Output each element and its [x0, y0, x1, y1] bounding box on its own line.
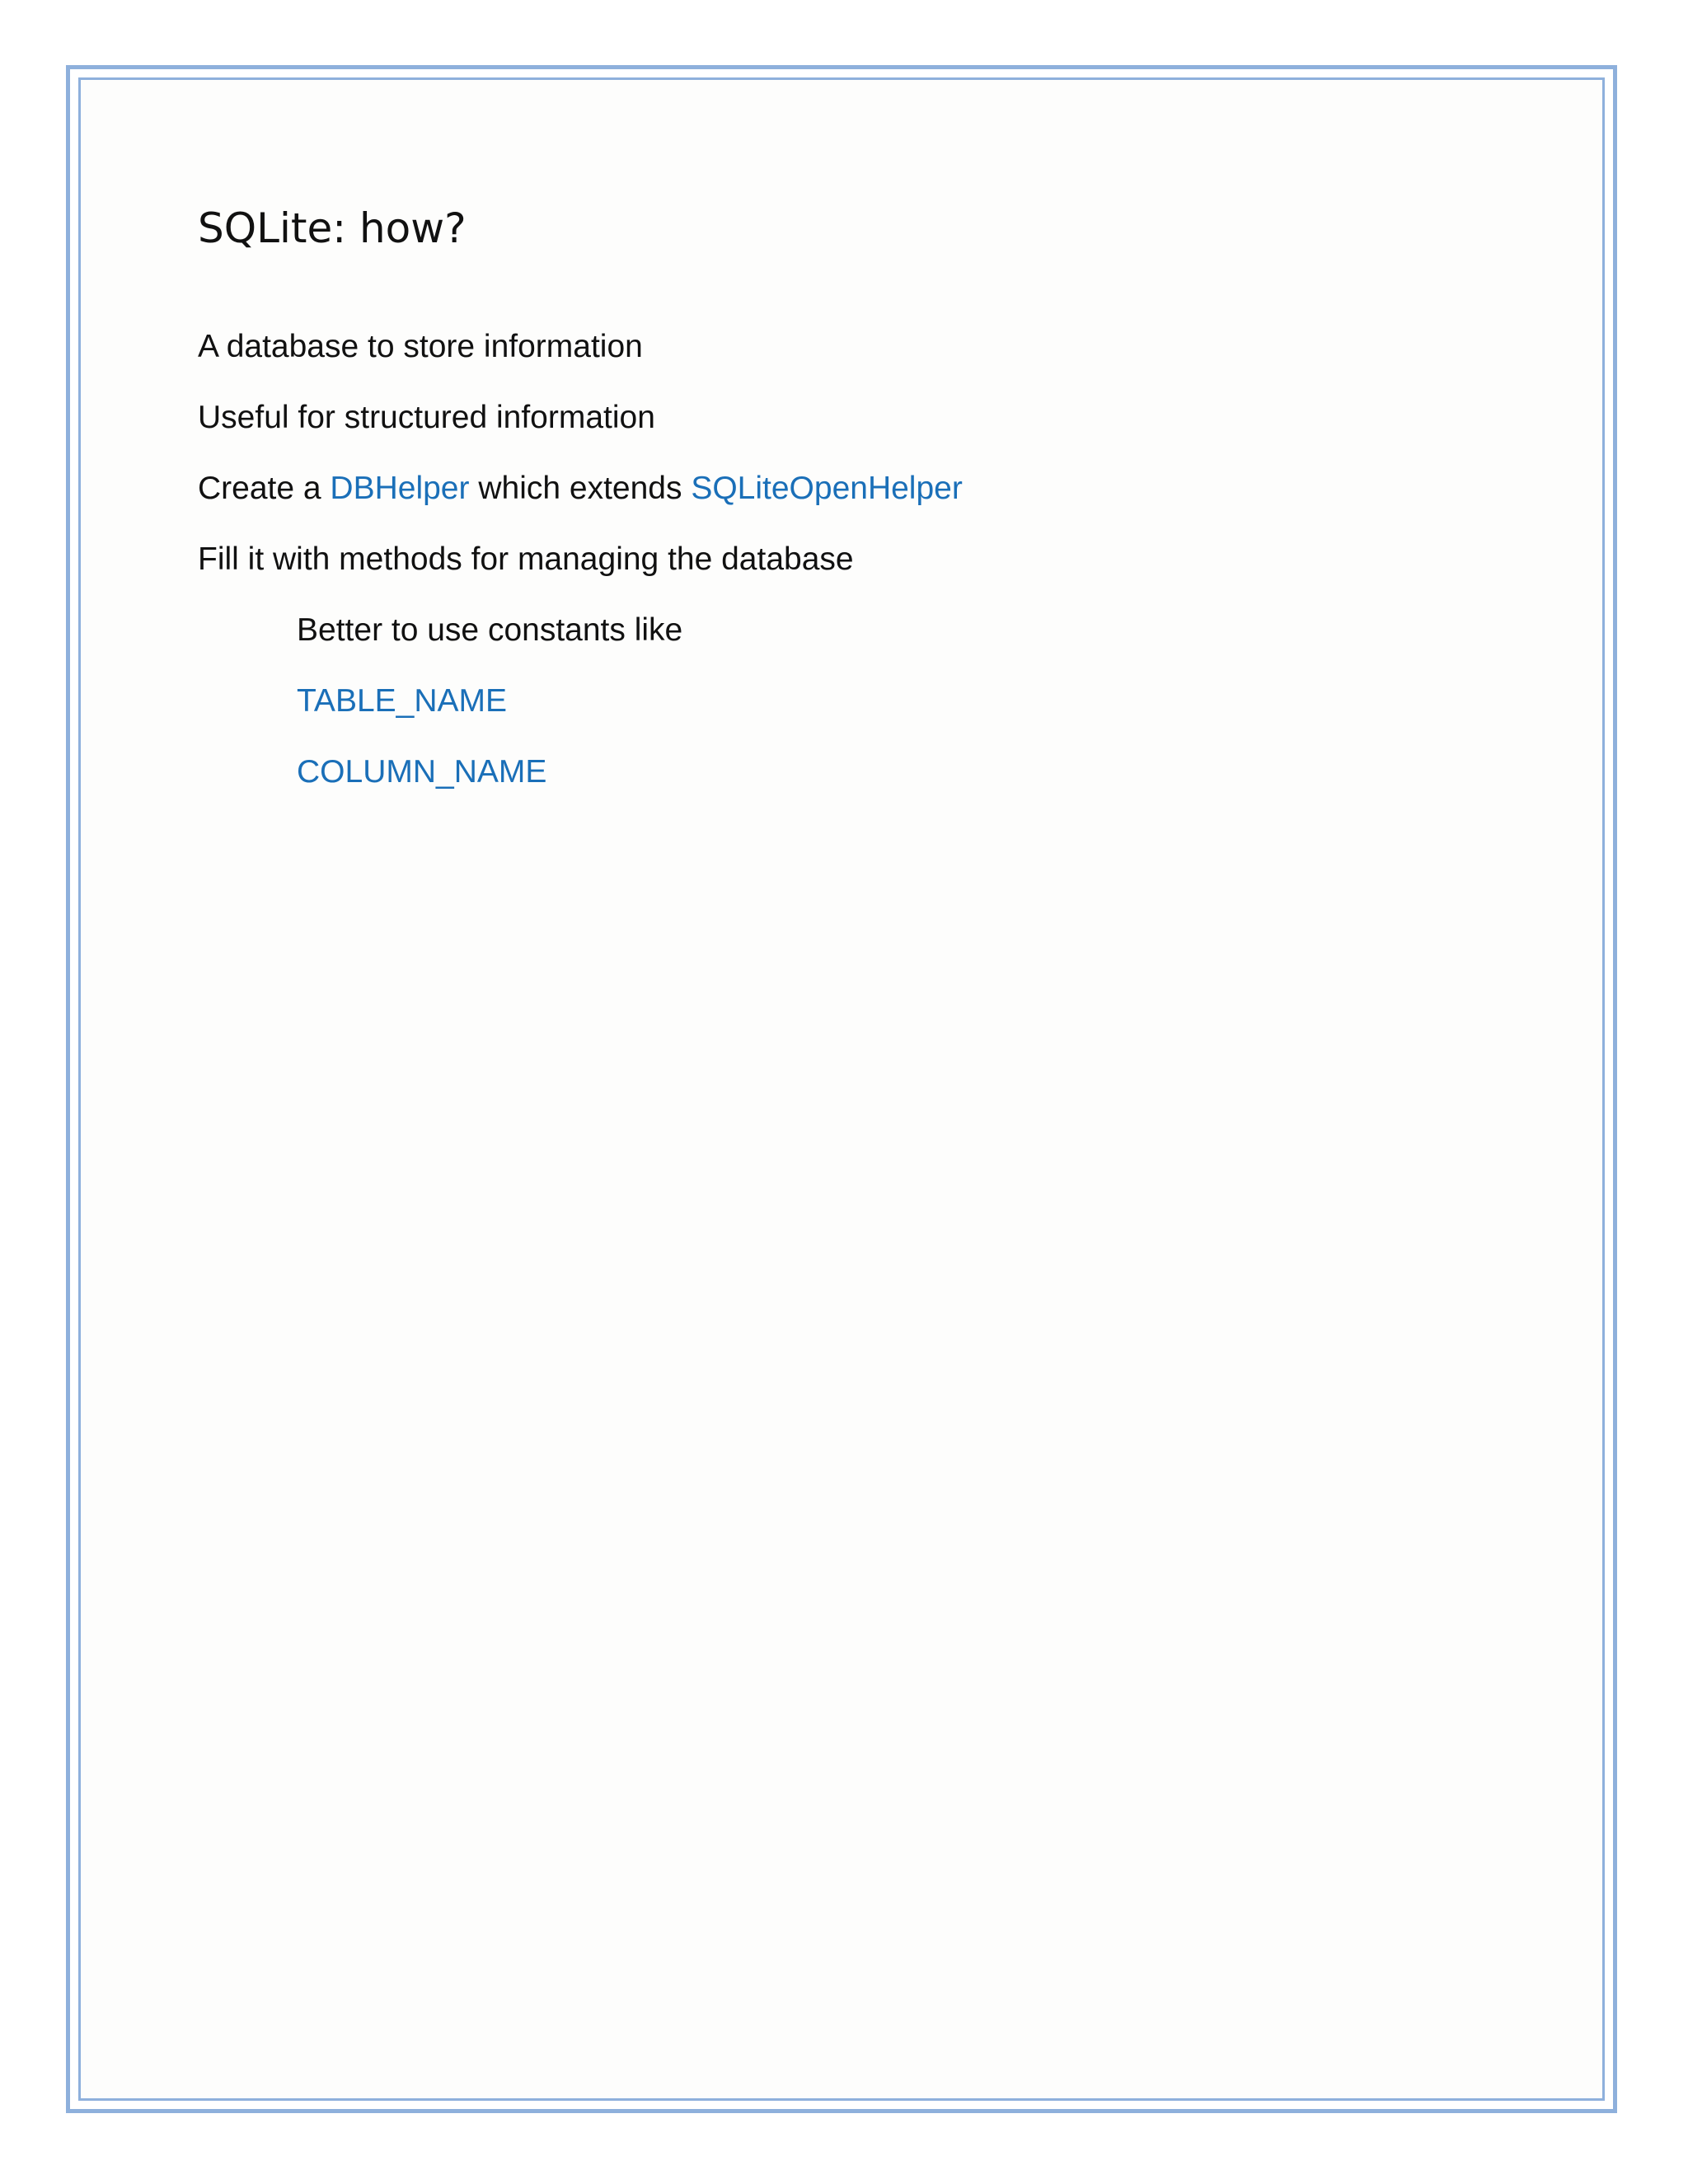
bullet-database: A database to store information [198, 329, 643, 364]
bullet-methods: Fill it with methods for managing the database [198, 541, 854, 577]
sqliteopenhelper-class-name: SQLiteOpenHelper [691, 471, 963, 506]
sub-bullet-constants: Better to use constants like [297, 612, 683, 648]
dbhelper-class-name: DBHelper [330, 471, 470, 506]
sub-bullet-column-name: COLUMN_NAME [297, 754, 547, 790]
bullet-structured: Useful for structured information [198, 400, 655, 435]
bullet-dbhelper-text-1: Create a [198, 471, 331, 506]
bullet-dbhelper-text-2: which extends [469, 471, 692, 506]
slide-title: SQLite: how? [198, 204, 467, 252]
bullet-dbhelper [198, 468, 963, 509]
sub-bullet-table-name: TABLE_NAME [297, 683, 508, 719]
page-border-inner [78, 77, 1605, 2101]
